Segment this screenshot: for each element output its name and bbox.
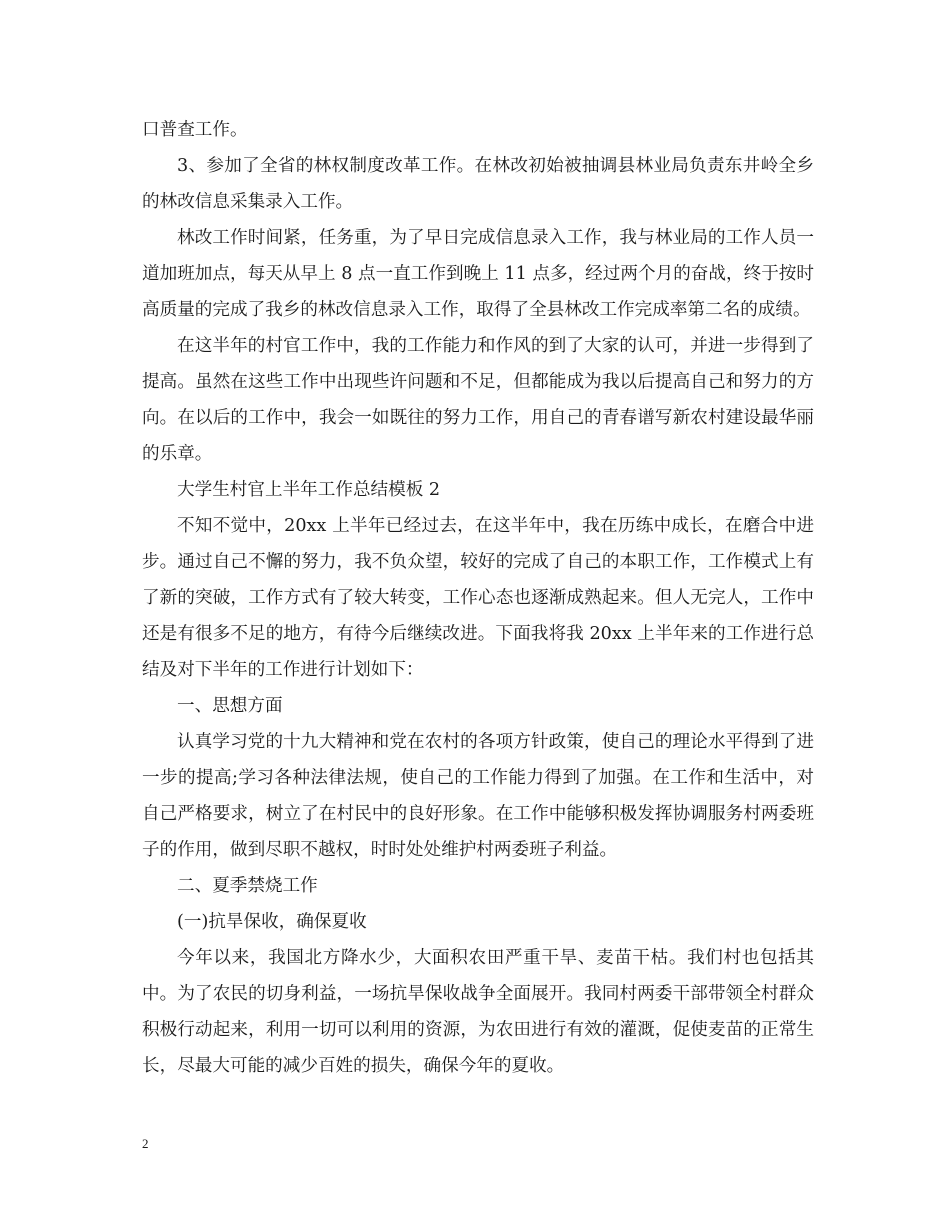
- heading-ideology: 一、思想方面: [177, 696, 283, 716]
- heading-summer-burning-ban: 二、夏季禁烧工作: [177, 876, 318, 896]
- section-title-template-2: 大学生村官上半年工作总结模板 2: [177, 480, 441, 500]
- paragraph-3: 林改工作时间紧，任务重，为了早日完成信息录入工作，我与林业局的工作人员一道加班加点，每天从早上 8 点一直工作到晚上 11 点多，经过两个月的奋战，终于按时高质量的完成了我乡的林改信息录入工作，取得了全县林改工作完成率第二名的成绩。: [142, 228, 814, 320]
- document-body: [142, 112, 814, 1084]
- paragraph-11: 今年以来，我国北方降水少，大面积农田严重干旱、麦苗干枯。我们村也包括其中。为了农民的切身利益，一场抗旱保收战争全面展开。我同村两委干部带领全村群众积极行动起来，利用一切可以利用的资源，为农田进行有效的灌溉，促使麦苗的正常生长，尽最大可能的减少百姓的损失，确保今年的夏收。: [142, 948, 814, 1076]
- subheading-drought-relief: (一)抗旱保收，确保夏收: [177, 912, 367, 932]
- paragraph-6: 不知不觉中，20xx 上半年已经过去，在这半年中，我在历练中成长，在磨合中进步。通过自己不懈的努力，我不负众望，较好的完成了自己的本职工作，工作模式上有了新的突破，工作方式有了较大转变，工作心态也逐渐成熟起来。但人无完人，工作中还是有很多不足的地方，有待今后继续改进。下面我将我 20xx 上半年来的工作进行总结及对下半年的工作进行计划如下：: [142, 516, 814, 680]
- paragraph-1: 口普查工作。: [142, 120, 248, 140]
- paragraph-2: 3、参加了全省的林权制度改革工作。在林改初始被抽调县林业局负责东井岭全乡的林改信息采集录入工作。: [142, 156, 814, 212]
- page-number: 2: [142, 1136, 149, 1151]
- paragraph-4: 在这半年的村官工作中，我的工作能力和作风的到了大家的认可，并进一步得到了提高。虽然在这些工作中出现些许问题和不足，但都能成为我以后提高自己和努力的方向。在以后的工作中，我会一如既往的努力工作，用自己的青春谱写新农村建设最华丽的乐章。: [142, 336, 814, 464]
- paragraph-8: 认真学习党的十九大精神和党在农村的各项方针政策，使自己的理论水平得到了进一步的提高;学习各种法律法规，使自己的工作能力得到了加强。在工作和生活中，对自己严格要求，树立了在村民中的良好形象。在工作中能够积极发挥协调服务村两委班子的作用，做到尽职不越权，时时处处维护村两委班子利益。: [142, 732, 814, 860]
